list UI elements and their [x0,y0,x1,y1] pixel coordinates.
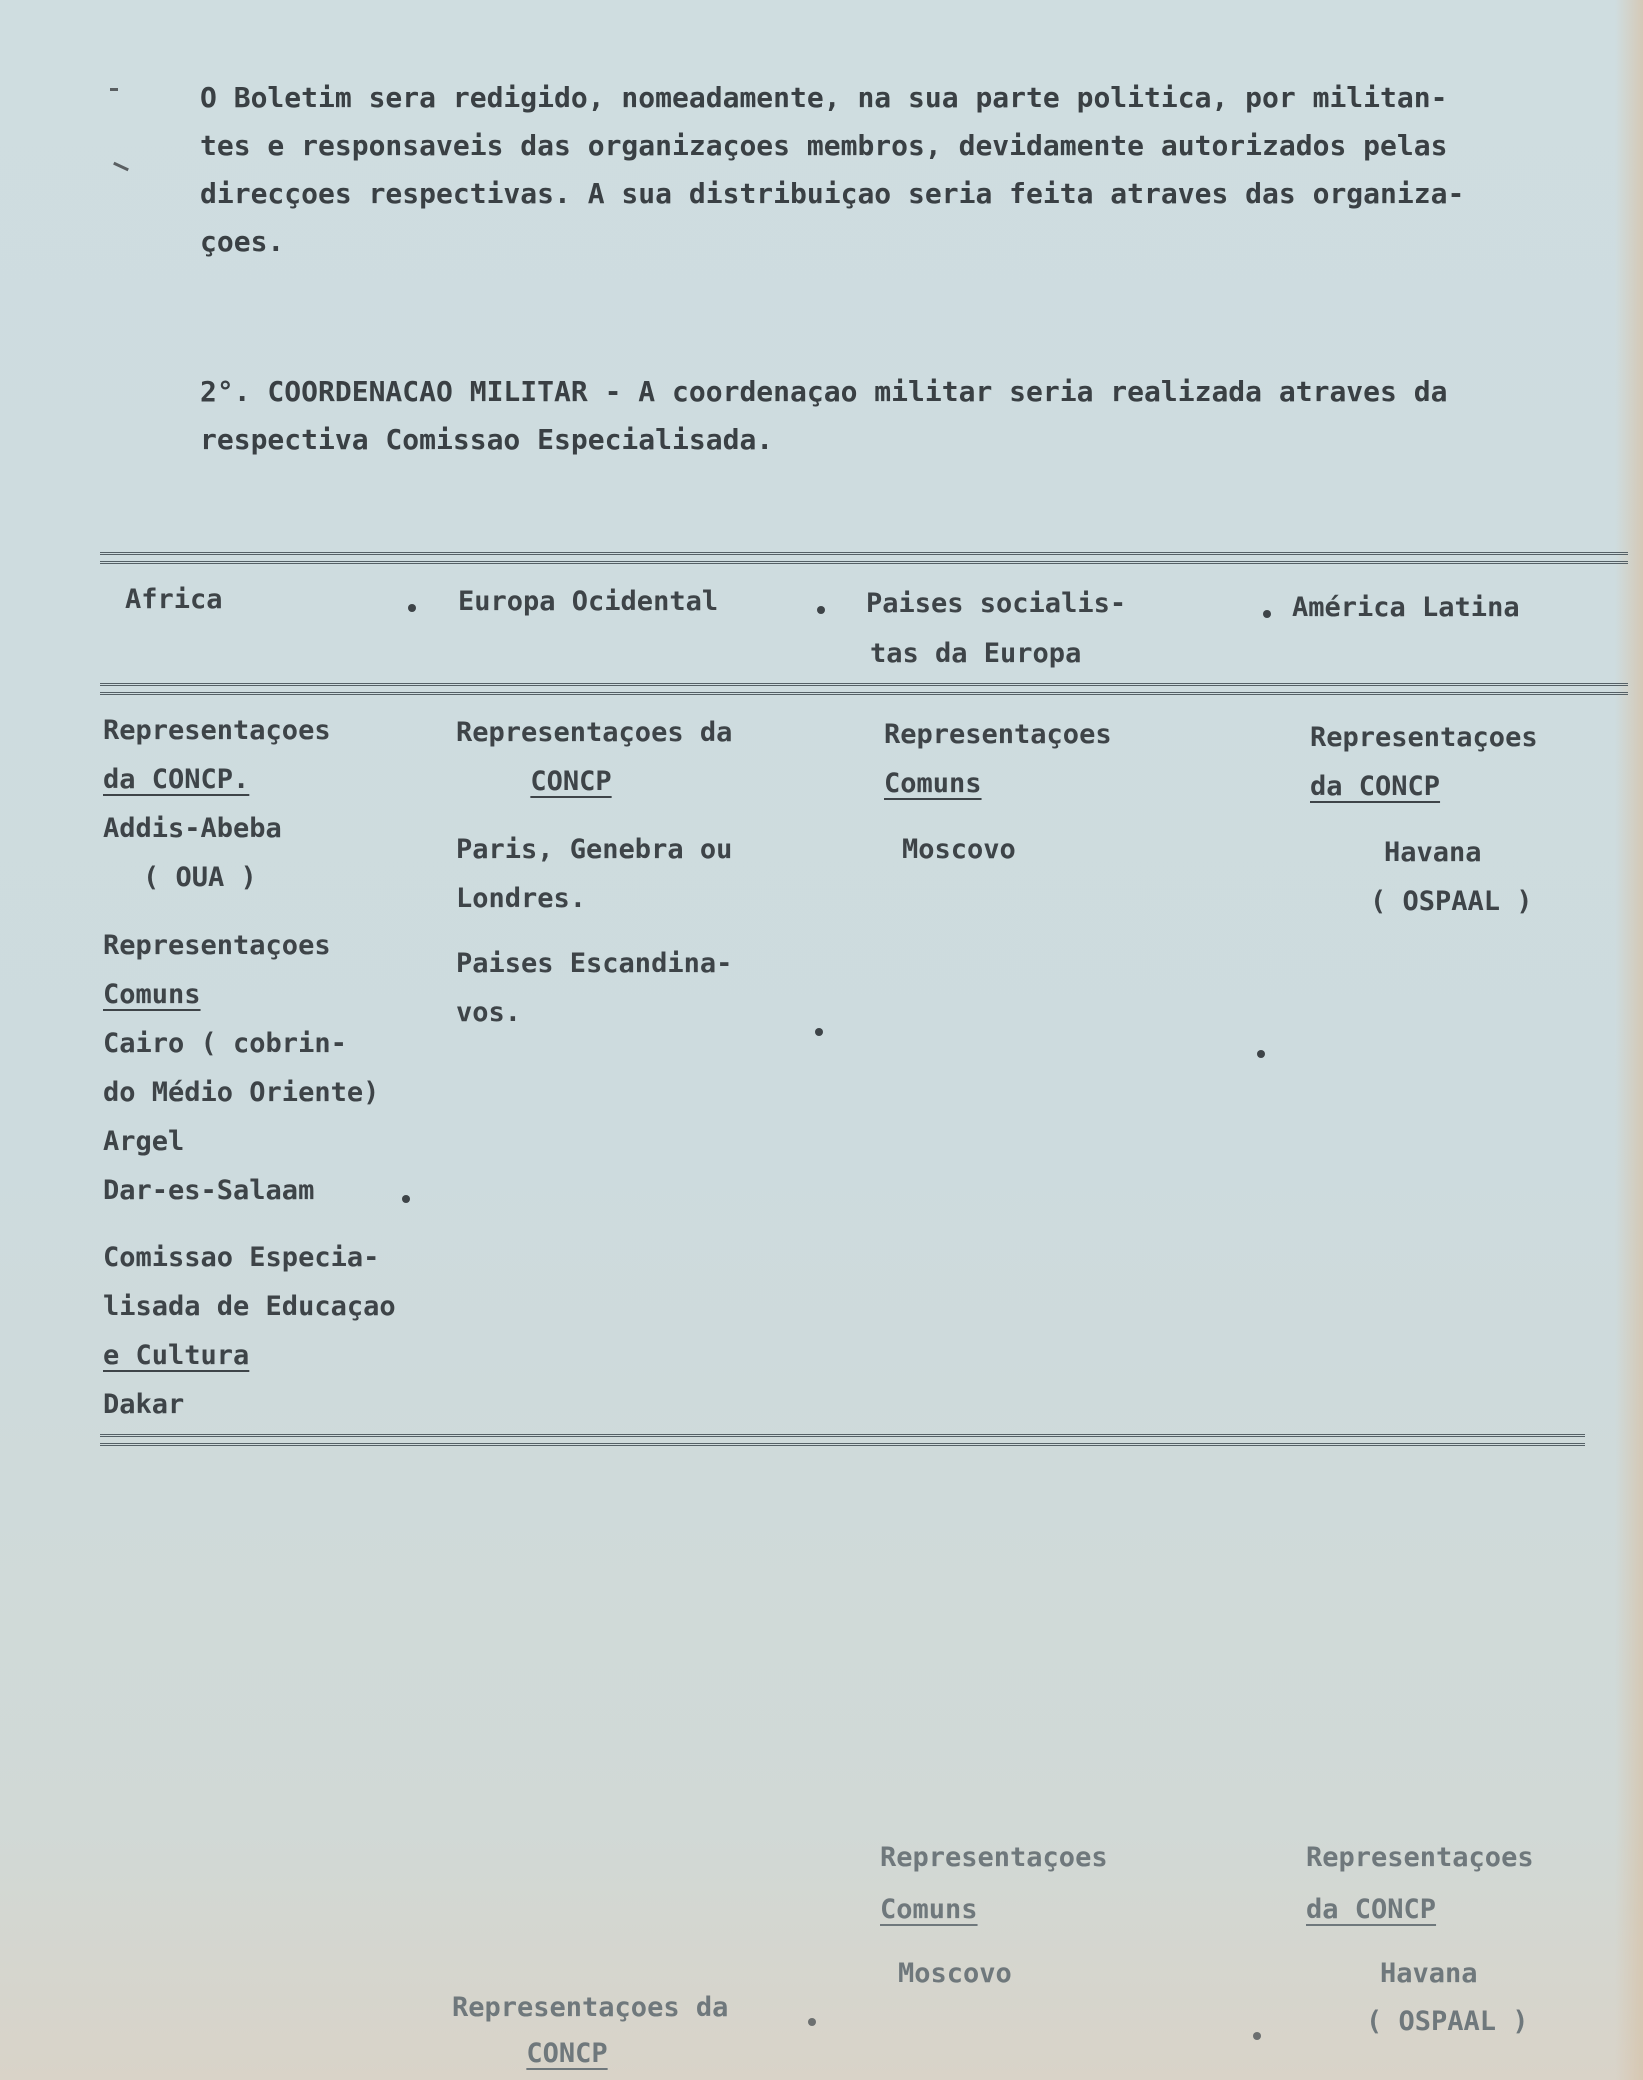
africa-comissao-cont: lisada de Educaçao [103,1291,396,1322]
section-line: respectiva Comissao Especialisada. [200,423,774,456]
bleed-latina-city: Havana [1380,1958,1478,1989]
africa-comissao: Comissao Especia- [103,1242,380,1273]
africa-city-addis-abeba: Addis-Abeba [103,813,282,844]
europa-city-paris-cont: Londres. [456,883,587,914]
bleed-europa-rep: Representaçoes da [452,1992,729,2023]
margin-mark [110,88,118,91]
bleed-europa-rep-concp: CONCP [526,2038,608,2069]
column-separator-dot [815,1028,823,1036]
africa-comissao-cultura: e Cultura [103,1340,250,1371]
bleed-dot [1253,2032,1261,2040]
africa-rep1: Representaçoes [103,715,331,746]
header-africa: Africa [125,584,223,615]
header-america-latina: América Latina [1292,592,1520,623]
socialistas-rep: Representaçoes [884,719,1112,750]
africa-city-dakar: Dakar [103,1389,185,1420]
column-separator-dot [402,1195,410,1203]
africa-rep2-comuns: Comuns [103,979,201,1010]
intro-line: çoes. [200,225,285,258]
europa-city-escandinavos: Paises Escandina- [456,948,733,979]
latina-rep-concp: da CONCP [1310,771,1441,802]
latina-org-ospaal: ( OSPAAL ) [1370,886,1533,917]
bleed-latina-org: ( OSPAAL ) [1366,2006,1529,2037]
europa-city-escandinavos-cont: vos. [456,997,522,1028]
column-separator-dot [817,606,825,614]
table-top-rule [100,552,1628,564]
intro-line: O Boletim sera redigido, nomeadamente, na sua parte politica, por militan- [200,81,1448,114]
bleed-socialistas-city: Moscovo [898,1958,1012,1989]
section-military-coordination [200,368,1447,464]
paper-edge [1615,0,1643,2080]
section-line: 2°. COORDENACAO MILITAR - A coordenaçao militar seria realizada atraves da [200,375,1448,408]
table-bottom-rule [100,1434,1585,1446]
africa-city-dar-es-salaam: Dar-es-Salaam [103,1175,315,1206]
socialistas-rep-comuns: Comuns [884,768,982,799]
intro-line: direcçoes respectivas. A sua distribuiçao seria feita atraves das organiza- [200,177,1465,210]
column-separator-dot [408,604,416,612]
europa-city-paris: Paris, Genebra ou [456,834,733,865]
africa-rep1-concp: da CONCP. [103,764,250,795]
africa-org-oua: ( OUA ) [143,862,257,893]
africa-city-argel: Argel [103,1126,185,1157]
bleed-latina-rep-concp: da CONCP [1306,1894,1437,1925]
latina-rep: Representaçoes [1310,722,1538,753]
europa-rep: Representaçoes da [456,717,733,748]
header-paises-socialistas: Paises socialis- [866,588,1127,619]
header-europa-ocidental: Europa Ocidental [458,586,719,617]
header-paises-socialistas-cont: tas da Europa [870,638,1082,669]
intro-paragraph [200,74,1464,266]
bleed-socialistas-rep-comuns: Comuns [880,1894,978,1925]
intro-line: tes e responsaveis das organizaçoes membros, devidamente autorizados pelas [200,129,1448,162]
bleed-dot [808,2018,816,2026]
table-header-rule [100,683,1628,695]
column-separator-dot [1257,1050,1265,1058]
bleed-socialistas-rep: Representaçoes [880,1842,1108,1873]
europa-rep-concp: CONCP [530,766,612,797]
margin-mark [113,162,129,171]
africa-city-cairo-cont: do Médio Oriente) [103,1077,380,1108]
africa-rep2: Representaçoes [103,930,331,961]
africa-city-cairo: Cairo ( cobrin- [103,1028,347,1059]
column-separator-dot [1263,610,1271,618]
bleed-latina-rep: Representaçoes [1306,1842,1534,1873]
latina-city-havana: Havana [1384,837,1482,868]
socialistas-city-moscovo: Moscovo [902,834,1016,865]
